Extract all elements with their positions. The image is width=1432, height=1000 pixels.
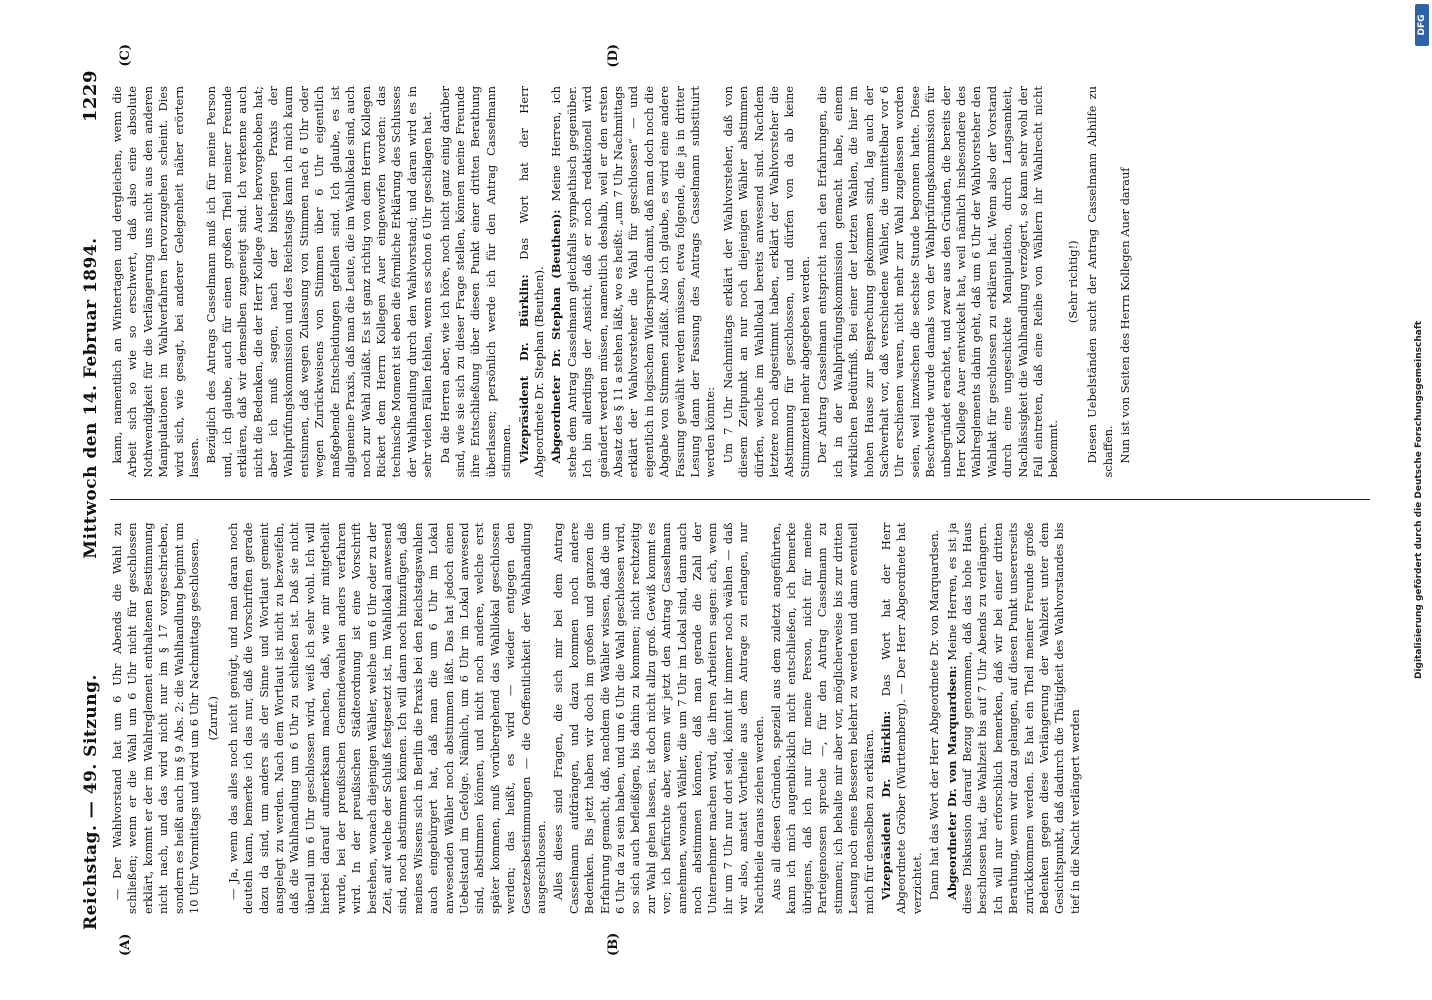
right-column (110, 86, 1370, 478)
dfg-logo: DFG (1415, 4, 1429, 46)
paragraph (721, 86, 813, 478)
margin-marker-a: (A) (118, 933, 133, 956)
paragraph (945, 523, 1084, 915)
scanned-page (46, 30, 1386, 970)
margin-marker-d: (D) (606, 44, 621, 68)
paragraph (769, 523, 877, 915)
digitization-credit (1410, 0, 1428, 1000)
paragraph-text: Der Antrag Casselmann entspricht nach den Erfahrungen, die ich in der Wahlprüfungskommission gemacht habe, einem wirklichen Bedürfniß. Bei einer der letzten Wahlen, die hier im hohen Hause zur Besprechung gekommen sind, lag auch der Sachverhalt vor, daß verschiedene Wähler, die unmittelbar vor 6 Uhr erschienen waren, nicht mehr zur Wahl zugelassen worden seien, weil inzwischen die sechste Stunde begonnen hatte. Diese Beschwerde wurde damals von der Wahlprüfungskommission für unbegründet erachtet, und zwar aus den Gründen, die bereits der Herr Kollege Auer entwickelt hat, weil nämlich insbesondere des Wahlreglements dahin geht, daß um 6 Uhr der Wahlvorsteher den Wahlakt für geschlossen zu erklären hat. Wenn also der Vorstand durch eine ungeschickte Manipulation, durch Langsamkeit, Nachlässigkeit die Wahlhandlung verzögert, so kann sehr wohl der Fall eintreten, daß eine Reihe von Wählern ihr Wahlrecht nicht bekommt. (815, 86, 1061, 478)
paragraph (879, 523, 925, 915)
paragraph-text: Bezüglich des Antrags Casselmann muß ich für meine Person und, ich glaube, auch für einen großen Theil meiner Freunde erklären, daß wir demselben zugeneigt sind. Ich verkenne auch nicht die Bedenken, die der Herr Kollege Auer hervorgehoben hat; aber ich muß sagen, nach der bisherigen Praxis der Wahlprüfungskommission und des Reichstags kann ich mich kaum entsinnen, daß wegen Zulassung von Stimmen nach 6 Uhr oder wegen Zurückweisens von Stimmen über 6 Uhr eigentlich maßgebende Entscheidungen gefallen sind. Ich glaube, es ist allgemeine Praxis, daß man die Leute, die im Wahllokale sind, auch noch zur Wahl zuläßt. Es ist ganz richtig von dem Herrn Kollegen Rickert dem Herrn Kollegen Auer eingeworfen worden: das technische Moment ist eben die förmliche Erklärung des Schlusses der Wahlhandlung durch den Wahlvorstand; und daran wird es in sehr vielen Fällen fehlen, wenn es schon 6 Uhr geschlagen hat. (204, 86, 435, 478)
paragraph-text: Alles dieses sind Fragen, die sich mir bei dem Antrag Casselmann aufdrängen, und dazu kommen noch andere Bedenken. Bis jetzt haben wir doch im großen und ganzen die Erfahrung gemacht, daß, nachdem die Wähler wissen, daß die um 6 Uhr da zu sein haben, und um 6 Uhr die Wahl geschlossen wird, so sich auch befleißigen, bis dahin zu kommen; nicht rechtzeitig zur Wahl gehen lassen, ist doch nicht allzu groß. Gewiß kommt es vor; ich befürchte aber, wenn wir jetzt den Antrag Casselmann annehmen, wonach Wähler, die um 7 Uhr im Lokal sind, dann auch noch abstimmen können, daß man gerade die Zahl der Unternehmer machen wird, die ihren Arbeitern sagen: ach, wenn ihr um 7 Uhr nur dort seid, könnt ihr immer noch wählen — daß wir also, anstatt Vortheile aus dem Antrage zu erlangen, nur Nachtheile daraus ziehen werden. (551, 522, 766, 914)
paragraph-text: Dann hat das Wort der Herr Abgeordnete Dr. von Marquardsen. (927, 529, 942, 900)
paragraph (517, 86, 548, 478)
column-divider (110, 500, 1370, 501)
paragraph-text: kann, namentlich an Wintertagen und dergleichen, wenn die Arbeit sich so wie so erschwert, daß also eine absolute Nothwendigkeit für die Verlängerung uns nicht aus den anderen Manipulationen im Wahlverfahren hervorzugehen scheint. Dies wird sich, wie gesagt, bei anderer Gelegenheit näher erörtern lassen. (110, 86, 202, 478)
header-date: Mittwoch den 14. Februar 1894. (81, 237, 101, 559)
paragraph (815, 86, 1062, 478)
paragraph-text: — Ja, wenn das alles noch nicht genügt, und man daran noch deuteln kann, bemerke ich das nur, daß die Vorschriften gerade dazu da sind, um anders als der Sinne und Wortlaut gemeint ausgelegt zu werden. Nach dem Wortlaut ist nicht zu bezweifeln, daß die Wahlhandlung um 6 Uhr zu schließen ist. Daß sie nicht überall um 6 Uhr geschlossen wird, weiß ich sehr wohl. Ich will hierbei darauf aufmerksam machen, daß, wie mir mitgetheilt wurde, bei der preußischen Gemeindewahlen anders verfahren wird. In der preußischen Städteordnung ist eine Vorschrift bestehen, wonach diejenigen Wähler, welche um 6 Uhr oder zu der Zeit, auf welche der Schluß festgesetzt ist, im Wahllokal anwesend sind, noch abstimmen können. Ich will dann noch hinzufügen, daß meines Wissens sich in Berlin die Praxis bei den Reichstagswahlen auch eingebürgert hat, daß man die um 6 Uhr im Lokal anwesenden Wähler noch abstimmen läßt. Das hat jedoch einen Uebelstand im Gefolge. Nämlich, um 6 Uhr im Lokal anwesend sind, abstimmen können, und nicht noch andere, welche erst später kommen, muß vorübergehend das Wahllokal geschlossen werden; das heißt, es wird — wieder entgegen den Gesetzesbestimmungen — die Oeffentlichkeit der Wahlhandlung ausgeschlossen. (225, 522, 548, 914)
paragraph (226, 523, 550, 915)
speaker-name: Vizepräsident Dr. Bürklin: (516, 274, 531, 464)
margin-marker-b: (B) (606, 932, 621, 956)
paragraph-text: Das Wort hat der Herr Abgeordnete Gröber (Württemberg). — Der Herr Abgeordnete hat verzichtet. (878, 522, 924, 914)
paragraph (204, 86, 435, 478)
document-page (46, 30, 1386, 970)
paragraph (927, 523, 942, 915)
paragraph (549, 86, 718, 478)
speaker-name: Abgeordneter Dr. Stephan (Beuthen): (549, 209, 564, 464)
speaker-name: Abgeordneter Dr. von Marquardsen: (944, 665, 959, 900)
paragraph (551, 523, 767, 915)
paragraph-text: Um 7 Uhr Nachmittags erklärt der Wahlvorsteher, daß von diesem Zeitpunkt an nur noch diejenigen Wähler abstimmen dürfen, welche im Wahllokal bereits anwesend sind. Nachdem letztere noch abgestimmt haben, erklärt der Wahlvorsteher die Abstimmung für geschlossen, und dürfen von da ab keine Stimmzettel mehr abgegeben werden. (720, 86, 812, 478)
paragraph (1118, 86, 1133, 478)
paragraph-text: Da die Herren aber, wie ich höre, noch nicht ganz einig darüber sind, wie sie sich zu dieser Frage stellen, können meine Freunde ihre Entschließung über diesen Punkt einer dritten Berathung überlassen; persönlich werde ich für den Antrag Casselmann stimmen. (437, 86, 514, 478)
header-left: Reichstag. — 49. Sitzung. (81, 674, 101, 930)
paragraph (110, 523, 202, 915)
paragraph-text: Diesen Uebelständen sucht der Antrag Casselmann Abhilfe zu schaffen. (1085, 86, 1115, 478)
paragraph-text: Meine Herren, ich stehe dem Antrag Casselmann gleichfalls sympathisch gegenüber. Ich bin allerdings der Ansicht, daß er noch redaktionell wird geändert werden müssen, namentlich deshalb, weil er den ersten Absatz des § 11 a stehen läßt, wo es heißt: „um 7 Uhr Nachmittags erklärt der Wahlvorsteher die Wahl für geschlossen“ — und eigentlich in logischem Widerspruch damit, daß man doch noch die Abgabe von Stimmen zuläßt. Also ich glaube, es wird eine andere Fassung gewählt werden müssen, etwa folgende, die ja in dritter Lesung dann der Fassung des Antrags Casselmann substituirt werden könnte: (549, 86, 718, 478)
interjection (206, 523, 221, 915)
left-column (110, 523, 1370, 915)
interjection (1066, 86, 1081, 478)
paragraph-text: — Der Wahlvorstand hat um 6 Uhr Abends die Wahl zu schließen; wenn er die Wahl um 6 Uhr nicht für geschlossen erklärt, kommt er der im Wahlreglement enthaltenen Bestimmung nicht nach, und das wird nicht nur im § 17 vorgeschrieben, sondern es heißt auch im § 9 Abs. 2: die Wahlhandlung beginnt um 10 Uhr Vormittags und wird um 6 Uhr Nachmittags geschlossen. (110, 522, 202, 914)
paragraph-text: (Zuruf.) (206, 696, 221, 741)
paragraph (110, 86, 202, 478)
paragraph-text: Das Wort hat der Herr Abgeordnete Dr. Stephan (Beuthen). (516, 86, 546, 478)
paragraph (438, 86, 515, 478)
paragraph-text: Aus all diesen Gründen, speziell aus dem zuletzt angeführten, kann ich mich augenblicklich nicht entschließen, ich bemerke übrigens, daß ich nur für meine Person, nicht für meine Parteigenossen spreche —, für den Antrag Casselmann zu stimmen; ich behalte mir aber vor, möglicherweise bis zur dritten Lesung noch eines Besseren belehrt zu werden und dann eventuell mich für denselben zu erklären. (769, 522, 876, 914)
paragraph (1085, 86, 1116, 478)
text-columns (110, 86, 1370, 914)
page-number: 1229 (80, 70, 101, 123)
credit-text: Digitalisierung gefördert durch die Deutsche Forschungsgemeinschaft (1414, 320, 1424, 680)
margin-marker-c: (C) (118, 44, 133, 67)
page-header (80, 70, 110, 930)
speaker-name: Vizepräsident Dr. Bürklin: (878, 710, 893, 900)
paragraph-text: (Sehr richtig!) (1065, 240, 1080, 324)
paragraph-text: Meine Herren, es ist ja diese Diskussion darauf Bezug genommen, daß das hohe Haus beschlossen hat, die Wahlzeit bis auf 7 Uhr Abends zu verlängern. Ich will nur erforschlich bemerken, daß wir bei einer dritten Berathung, wenn wir dazu gelangen, auf diesen Punkt unsererseits zurückkommen werden. Es hat ein Theil meiner Freunde große Bedenken gegen diese Verlängerung der Wahlzeit unter dem Gesichtspunkt, daß dadurch die Thätigkeit des Wahlvorstandes bis tief in die Nacht verlängert werden (944, 522, 1082, 914)
paragraph-text: Nun ist von Seiten des Herrn Kollegen Auer darauf (1118, 167, 1132, 464)
